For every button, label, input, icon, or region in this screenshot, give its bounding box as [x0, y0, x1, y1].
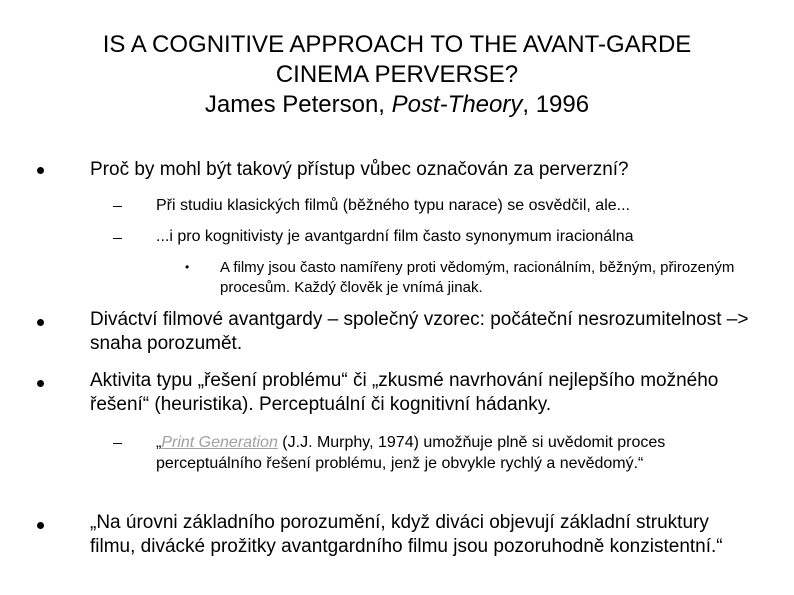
- bullet-1-dot: [37, 167, 44, 174]
- title-author: James Peterson,: [204, 91, 392, 118]
- title-work: Post-Theory: [391, 91, 523, 118]
- title-line-1: IS A COGNITIVE APPROACH TO THE AVANT-GARDE: [102, 31, 692, 58]
- bullet-1-sub-1-dash: [113, 206, 122, 207]
- bullet-1-sub-2-dash: [113, 238, 122, 239]
- bullet-4-text: „Na úrovni základního porozumění, když diváci objevují základní struktury filmu, divácké prožitky avantgardního filmu jsou pozoruhodně konzistentní.“: [90, 512, 723, 557]
- bullet-3-sub-1-dash: [113, 443, 122, 444]
- bullet-1-sub-2-text: ...i pro kognitivisty je avantgardní film často synonymum iracionálna: [156, 228, 634, 245]
- quote-open: „: [156, 434, 162, 451]
- title-year: , 1996: [522, 91, 590, 118]
- slide-title: [0, 30, 794, 120]
- bullet-1-sub-1-text: Při studiu klasických filmů (běžného typu narace) se osvědčil, ale...: [156, 197, 630, 214]
- bullet-3-sub-1-text: [156, 432, 746, 474]
- bullet-2-text: Diváctví filmové avantgardy – společný vzorec: počáteční nesrozumitelnost –> snaha porozumět.: [90, 309, 749, 354]
- bullet-3-dot: [37, 380, 44, 387]
- print-generation-link[interactable]: Print Generation: [161, 434, 278, 451]
- bullet-1-text: Proč by mohl být takový přístup vůbec označován za perverzní?: [90, 159, 629, 180]
- bullet-3-sub-1-rest: (J.J. Murphy, 1974) umožňuje plně si uvědomit proces perceptuálního řešení problému, jenž je obvykle rychlý a nevědomý.“: [156, 434, 666, 472]
- bullet-2-dot: [37, 319, 44, 326]
- bullet-1-sub-2-item-text: A filmy jsou často namířeny proti vědomým, racionálním, běžným, přirozeným procesům. Každý člověk je vnímá jinak.: [220, 259, 735, 296]
- title-line-2: CINEMA PERVERSE?: [275, 61, 519, 88]
- bullet-3-text: Aktivita typu „řešení problému“ či „zkusmé navrhování nejlepšího možného řešení“ (heuristika). Perceptuální či kognitivní hádanky.: [90, 370, 719, 415]
- bullet-4-dot: [37, 522, 44, 529]
- bullet-1-sub-2-item-bullet: •: [185, 260, 190, 274]
- title-line-3: [0, 90, 794, 120]
